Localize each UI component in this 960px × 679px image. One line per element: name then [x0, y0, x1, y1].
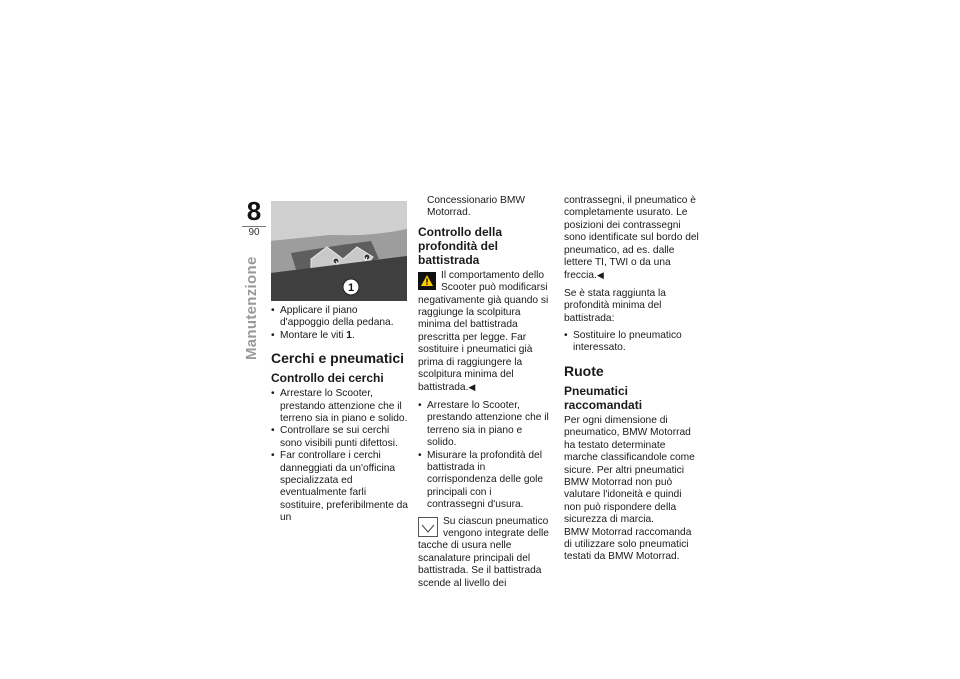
section-title-cerchi: Cerchi e pneumatici: [271, 350, 405, 367]
rim-check-steps: [271, 388, 409, 524]
column-1: [271, 201, 409, 529]
paragraph: Per ogni dimensione di pneumatico, BMW Motorrad ha testato determinate marche classificandole come sicure. Per altri pneumatici BMW Motorrad non può valutare l'idoneità e quindi non può rispondere della sicurezza di marcia.: [564, 414, 695, 526]
punctuation: .: [351, 329, 355, 341]
callout-1: 1: [347, 282, 355, 294]
list-item: • Arrestare lo Scooter, prestando attenzione che il terreno sia in piano e solido.: [418, 400, 551, 450]
tread-check-steps: [418, 400, 551, 512]
section-title-ruote: Ruote: [564, 362, 604, 379]
column-3: [564, 195, 699, 569]
list-item: • Applicare il piano d'appoggio della pedana.: [271, 305, 409, 330]
warning-text-tail: Far sostituire i pneumatici già prima di raggiungere la scolpitura minima del battistrada.: [418, 331, 533, 394]
warning-text: Il comportamento dello Scooter può modificarsi negativamente già quando si raggiunge la scolpitura minima del battistrada prescritta per legge.: [418, 269, 549, 343]
list-item: [271, 330, 409, 342]
list-item: • Arrestare lo Scooter, prestando attenzione che il terreno sia in piano e solido.: [271, 388, 409, 425]
paragraph: [564, 195, 699, 283]
screw-reference: 1: [346, 329, 352, 341]
footboard-photo: [271, 201, 407, 301]
subsection-title-pneumatici: Pneumatici raccomandati: [564, 383, 643, 412]
paragraph: BMW Motorrad raccomanda di utilizzare solo pneumatici testati da BMW Motorrad.: [564, 526, 692, 563]
page-number: 90: [248, 227, 260, 238]
paragraph: Se è stata raggiunta la profondità minima del battistrada:: [564, 287, 666, 324]
list-item-text: Montare le viti: [280, 329, 344, 341]
install-steps: [271, 305, 409, 342]
footboard-illustration: [271, 201, 407, 301]
continued-text: Concessionario BMW Motorrad.: [427, 195, 525, 219]
info-text: Su ciascun pneumatico vengono integrate delle tacche di usura nelle scanalature principali del battistrada. Se il battistrada scende al livello dei: [418, 515, 549, 589]
chapter-title: Manutenzione: [243, 256, 260, 360]
end-mark-icon: ◀: [468, 382, 476, 393]
info-pointer-icon: [418, 517, 438, 537]
warning-note: [418, 270, 551, 395]
replace-steps: [564, 330, 699, 355]
end-mark-icon: ◀: [596, 270, 604, 281]
list-item: • Controllare se sui cerchi sono visibili punti difettosi.: [271, 425, 409, 450]
column-2: [418, 195, 551, 595]
warning-icon: [418, 272, 436, 290]
paragraph-text: contrassegni, il pneumatico è completamente usurato. Le posizioni dei contrassegni sono identificate sul bordo del pneumatico, ad es. dalle lettere TI, TWI o da una freccia.: [564, 195, 699, 282]
subsection-title-battistrada: Controllo della profondità del battistrada: [418, 224, 502, 267]
list-item: • Sostituire lo pneumatico interessato.: [564, 330, 699, 355]
subsection-title-controllo-cerchi: Controllo dei cerchi: [271, 371, 384, 386]
list-item: • Misurare la profondità del battistrada in corrispondenza delle gole principali con i contrassegni d'usura.: [418, 450, 551, 512]
chapter-number: 8: [246, 196, 262, 226]
list-item: • Far controllare i cerchi danneggiati da un'officina specializzata ed eventualmente farli sostituire, preferibilmente da un: [271, 450, 409, 524]
info-note: [418, 516, 551, 590]
